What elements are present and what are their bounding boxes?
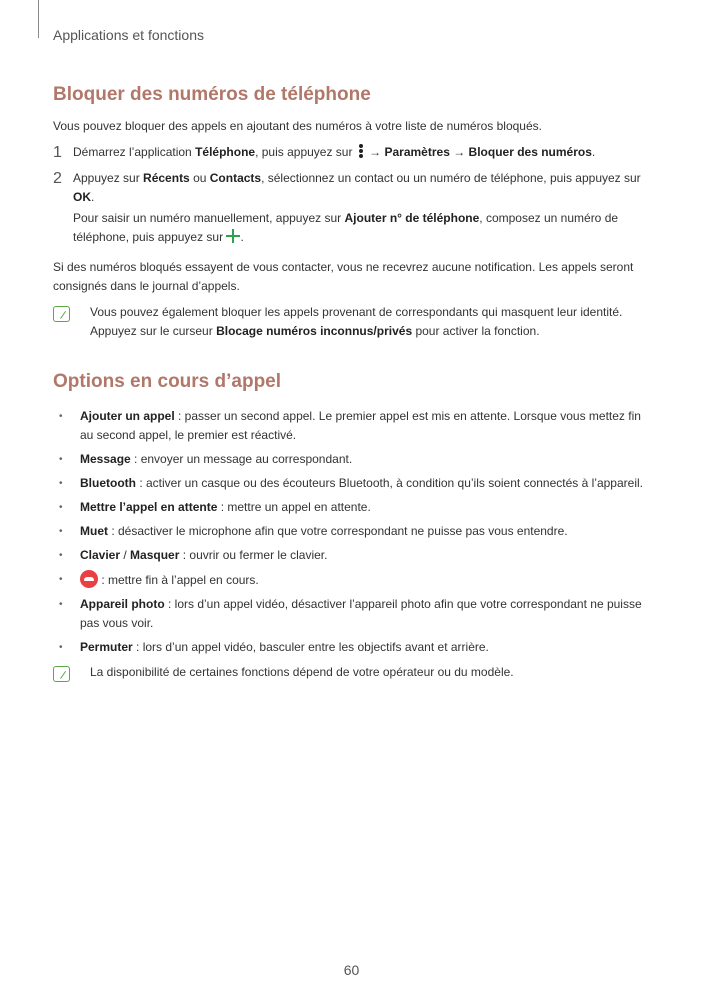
step-2 — [53, 169, 649, 247]
bold-text: Blocage numéros inconnus/privés — [216, 324, 413, 338]
text: , puis appuyez sur — [255, 145, 356, 159]
more-options-icon — [356, 144, 366, 158]
bold-text: Bloquer des numéros — [468, 145, 592, 159]
item-desc: : mettre fin à l’appel en cours. — [98, 573, 259, 587]
running-header: Applications et fonctions — [53, 27, 204, 43]
text: Vous pouvez également bloquer les appels provenant de correspondants qui masquent leur identité. Appuyez sur le curseur — [90, 305, 623, 338]
step-1 — [53, 143, 649, 162]
section-title-call-options: Options en cours d’appel — [53, 371, 282, 392]
list-item — [53, 450, 649, 469]
text: → — [365, 145, 385, 159]
page-number: 60 — [343, 962, 360, 978]
note-icon — [53, 666, 70, 682]
step-text — [73, 143, 649, 162]
text: . — [591, 145, 596, 159]
bold-text: Contacts — [209, 171, 262, 185]
item-label: Clavier — [80, 548, 121, 562]
list-item — [53, 522, 649, 541]
bold-text: Paramètres — [384, 145, 450, 159]
item-desc: : passer un second appel. Le premier appel est mis en attente. Lorsque vous mettez fin au second appel, le premier est réactivé. — [80, 409, 641, 442]
list-item — [53, 474, 649, 493]
item-desc: : envoyer un message au correspondant. — [130, 452, 353, 466]
bold-text: Ajouter n° de téléphone — [344, 211, 480, 225]
note-text — [90, 303, 649, 341]
item-label: Muet — [80, 524, 108, 538]
list-item — [53, 570, 649, 590]
text: , composez un numéro de téléphone, puis appuyez sur — [73, 211, 619, 244]
item-label: Ajouter un appel — [80, 409, 175, 423]
text: → — [449, 145, 469, 159]
intro-paragraph: Vous pouvez bloquer des appels en ajoutant des numéros à votre liste de numéros bloqués. — [53, 119, 542, 133]
bold-text: OK — [73, 190, 91, 204]
text: Démarrez l’application — [73, 145, 196, 159]
item-desc: : lors d’un appel vidéo, désactiver l’appareil photo afin que votre correspondant ne puisse pas vous voir. — [80, 597, 642, 630]
note — [53, 303, 649, 341]
list-item — [53, 595, 649, 633]
step-number: 1 — [53, 144, 62, 161]
list-item — [53, 638, 649, 657]
after-paragraph: Si des numéros bloqués essayent de vous contacter, vous ne recevrez aucune notification. Les appels seront consignés dans le journal d’appels. — [53, 260, 634, 293]
separator: / — [120, 548, 131, 562]
step-text — [73, 169, 649, 247]
options-list — [53, 407, 649, 657]
note-text: La disponibilité de certaines fonctions dépend de votre opérateur ou du modèle. — [90, 665, 514, 679]
section-title-block-numbers: Bloquer des numéros de téléphone — [53, 84, 371, 105]
text: . — [91, 190, 95, 204]
text: Appuyez sur — [73, 171, 144, 185]
page-content — [53, 84, 649, 687]
list-item — [53, 546, 649, 565]
item-label: Permuter — [80, 640, 133, 654]
end-call-icon — [80, 570, 98, 588]
item-label: Message — [80, 452, 131, 466]
item-desc: : ouvrir ou fermer le clavier. — [179, 548, 328, 562]
list-item — [53, 407, 649, 445]
text: . — [240, 230, 244, 244]
item-desc: : désactiver le microphone afin que votre correspondant ne puisse pas vous entendre. — [108, 524, 568, 538]
note-icon — [53, 306, 70, 322]
item-label: Masquer — [130, 548, 180, 562]
note-availability — [53, 663, 649, 687]
text: pour activer la fonction. — [412, 324, 540, 338]
list-item — [53, 498, 649, 517]
item-label: Appareil photo — [80, 597, 165, 611]
step-number: 2 — [53, 170, 62, 187]
item-desc: : lors d’un appel vidéo, basculer entre les objectifs avant et arrière. — [132, 640, 489, 654]
item-desc: : mettre un appel en attente. — [217, 500, 371, 514]
bold-text: Récents — [143, 171, 190, 185]
item-label: Bluetooth — [80, 476, 136, 490]
item-desc: : activer un casque ou des écouteurs Bluetooth, à condition qu’ils soient connectés à l’appareil. — [136, 476, 643, 490]
text: Pour saisir un numéro manuellement, appuyez sur — [73, 211, 345, 225]
bold-text: Téléphone — [195, 145, 256, 159]
text: ou — [189, 171, 210, 185]
plus-icon — [226, 229, 240, 243]
margin-rule — [38, 0, 39, 38]
text: , sélectionnez un contact ou un numéro de téléphone, puis appuyez sur — [261, 171, 641, 185]
item-label: Mettre l’appel en attente — [80, 500, 218, 514]
